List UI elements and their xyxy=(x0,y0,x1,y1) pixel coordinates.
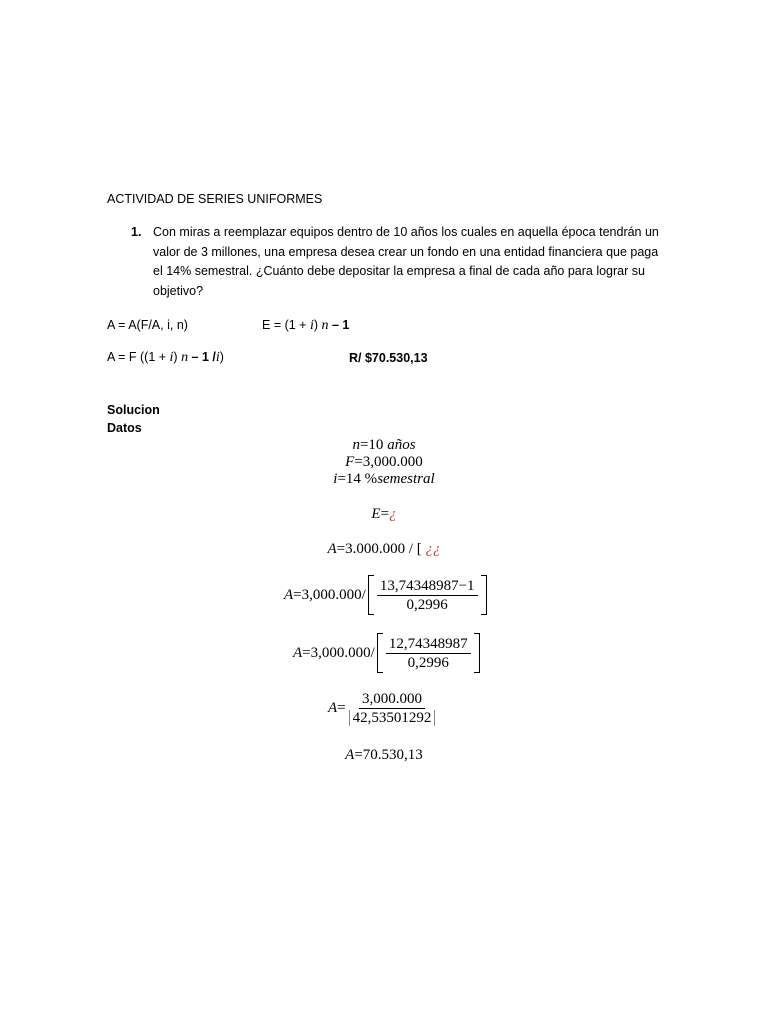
equation-A-step4 xyxy=(328,690,438,727)
math-var: A xyxy=(293,644,303,661)
fraction-denominator: 0,2996 xyxy=(407,654,449,671)
formula-sinking-fund xyxy=(107,348,224,367)
problem-text xyxy=(153,223,673,301)
formula-var: i xyxy=(309,318,314,333)
equation-A-step2 xyxy=(284,575,489,615)
math-error-glyph: ¿ xyxy=(389,506,397,522)
math-part: =3,000.000 xyxy=(354,454,423,470)
solution-heading: Solucion xyxy=(107,403,160,417)
formula-var: E xyxy=(262,318,271,332)
problem-line: Con miras a reemplazar equipos dentro de 10 años los cuales en aquella época tendrán un xyxy=(153,225,659,239)
math-part: = xyxy=(337,700,346,716)
equation-A-step1 xyxy=(0,540,768,558)
right-bracket xyxy=(474,633,480,673)
fraction xyxy=(349,690,436,727)
paren-right xyxy=(434,710,435,726)
equation-A-step3 xyxy=(293,633,482,673)
fraction-numerator: 12,74348987 xyxy=(386,635,471,654)
fraction xyxy=(377,577,478,614)
formula-var: i xyxy=(169,350,174,365)
math-part: =70.530,13 xyxy=(354,747,423,763)
problem-line: objetivo? xyxy=(153,283,204,298)
data-F xyxy=(0,453,768,471)
fraction xyxy=(386,635,471,672)
fraction-denominator: 42,53501292 xyxy=(352,710,432,726)
math-part: =10 xyxy=(359,437,388,453)
math-part: =14 % xyxy=(337,471,378,487)
math-var: n xyxy=(352,437,360,453)
right-bracket xyxy=(481,575,487,615)
math-var: A xyxy=(327,541,337,557)
fraction-numerator: 13,74348987−1 xyxy=(377,577,478,596)
formula-var: i xyxy=(215,350,220,365)
left-bracket xyxy=(368,575,374,615)
formula-part: ) xyxy=(313,318,322,332)
formula-part: = (1 + xyxy=(270,318,310,332)
math-unit: semestral xyxy=(377,471,435,487)
math-var: A xyxy=(328,700,338,716)
fraction-denominator-wrap xyxy=(349,709,436,727)
formula-part: – 1 xyxy=(328,318,350,332)
math-unit: años xyxy=(387,437,416,453)
math-part: =3,000.000/ xyxy=(302,644,375,661)
math-part: =3.000.000 / [ xyxy=(336,541,426,557)
left-bracket xyxy=(377,633,383,673)
fraction-numerator: 3,000.000 xyxy=(359,690,425,709)
fraction-denominator: 0,2996 xyxy=(406,596,448,613)
data-n xyxy=(0,436,768,454)
data-heading: Datos xyxy=(107,421,142,435)
formula-part: A = F ((1 + xyxy=(107,350,170,364)
formula-part: ) xyxy=(173,350,182,364)
page-title: ACTIVIDAD DE SERIES UNIFORMES xyxy=(107,192,323,206)
problem-number: 1. xyxy=(131,225,142,239)
formula-annuity: A = A(F/A, i, n) xyxy=(107,318,188,332)
data-i xyxy=(0,470,768,488)
formula-effective-rate xyxy=(262,316,349,335)
math-part: =3,000.000/ xyxy=(293,586,366,603)
math-error-glyph: ¿¿ xyxy=(425,541,441,557)
equation-E xyxy=(0,505,768,523)
math-var: i xyxy=(333,471,338,487)
math-part: = xyxy=(380,506,390,522)
math-var: E xyxy=(371,506,381,522)
formula-part: – 1 / xyxy=(188,350,216,364)
formula-part: ) xyxy=(219,350,224,364)
problem-line: valor de 3 millones, una empresa desea crear un fondo en una entidad financiera que paga xyxy=(153,244,659,259)
equation-A-result xyxy=(0,746,768,764)
answer-text: R/ $70.530,13 xyxy=(349,351,428,365)
math-var: F xyxy=(345,454,355,470)
problem-line: el 14% semestral. ¿Cuánto debe depositar la empresa a final de cada año para lograr su xyxy=(153,264,645,278)
formula-var: n xyxy=(181,350,189,365)
formula-var: n xyxy=(321,318,329,333)
math-var: A xyxy=(284,586,294,603)
math-var: A xyxy=(345,747,355,763)
